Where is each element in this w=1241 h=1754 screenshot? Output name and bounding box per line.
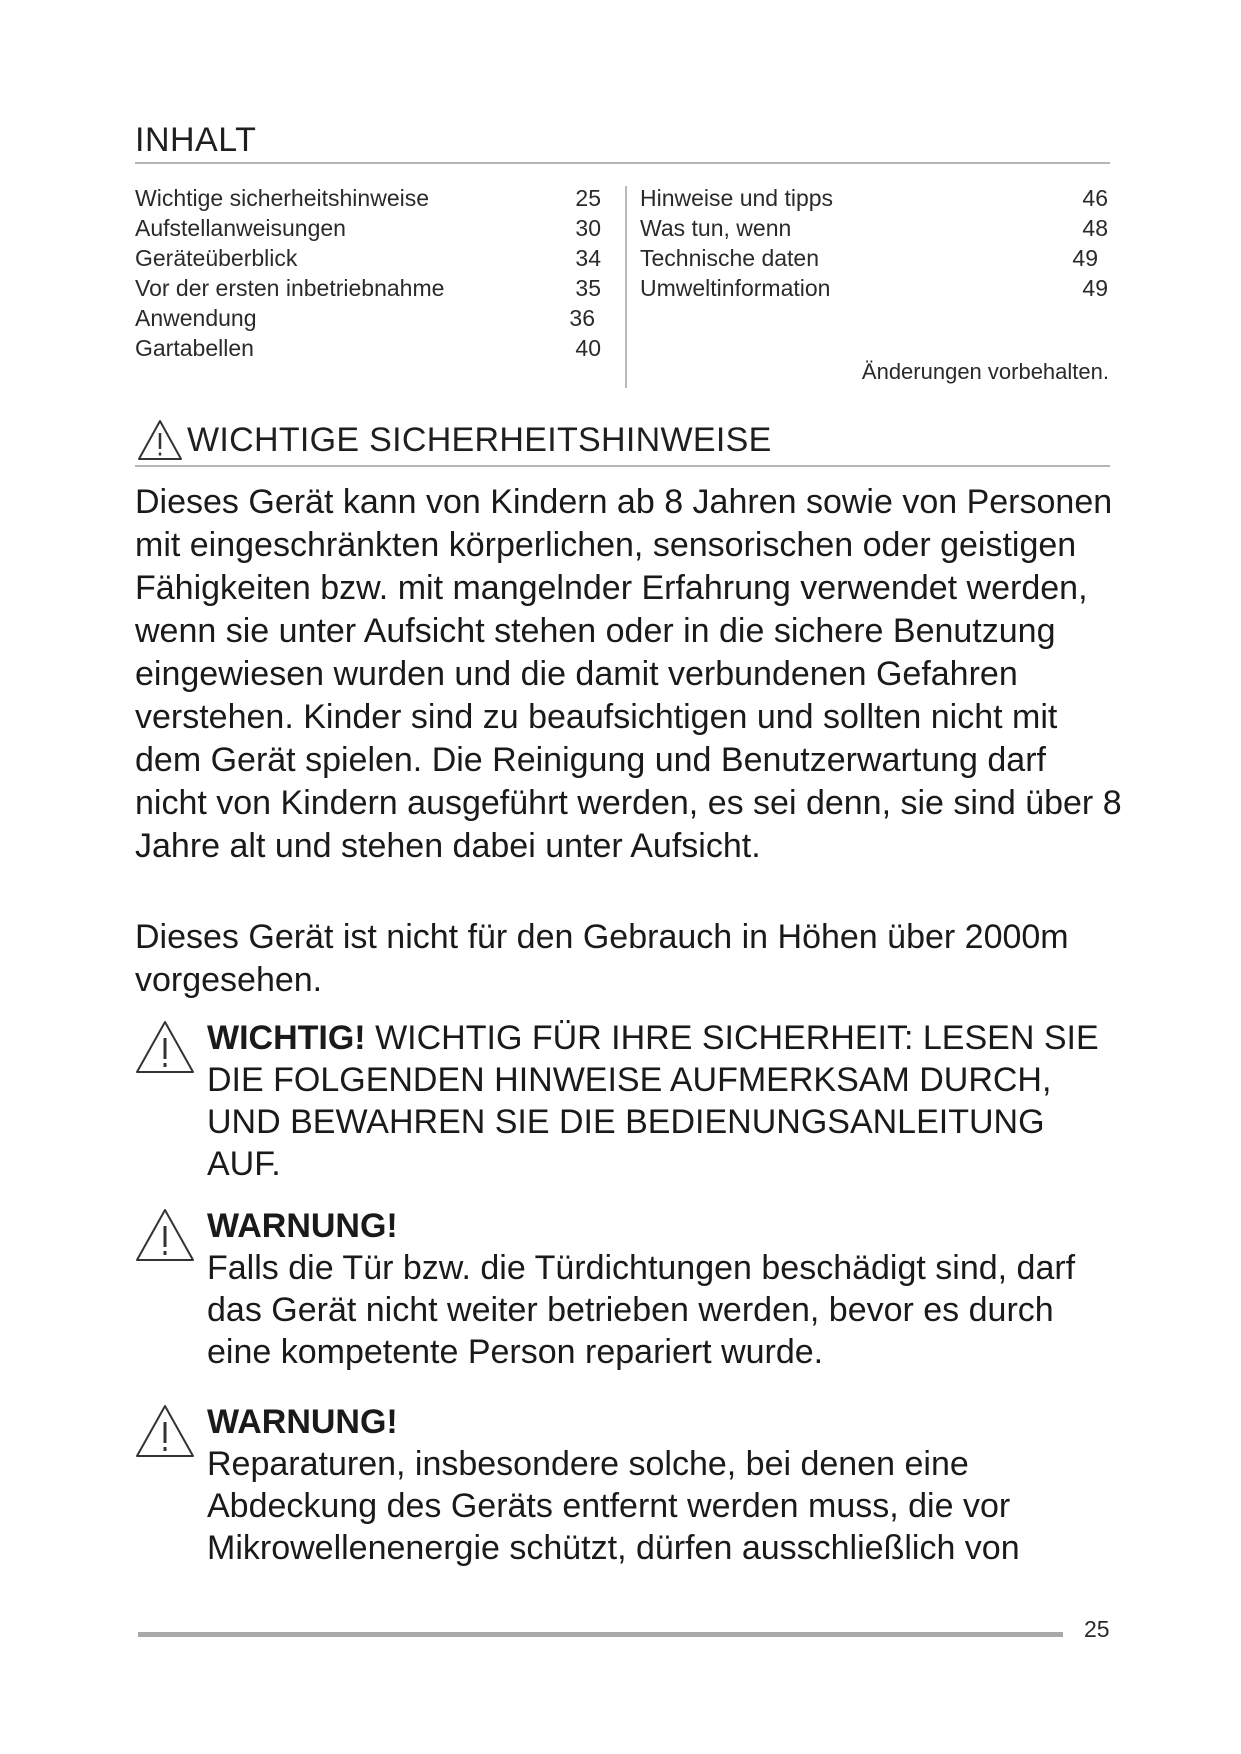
toc-entry-page: 34 (575, 245, 601, 271)
toc-entry-label: Was tun, wenn (640, 215, 792, 241)
toc-entry[interactable] (640, 213, 1108, 243)
toc-entry[interactable] (640, 243, 1108, 273)
toc-entry-label: Gartabellen (135, 335, 254, 361)
toc-column-left (135, 183, 601, 363)
safety-paragraph: Dieses Gerät kann von Kindern ab 8 Jahren sowie von Personen mit eingeschränkten körperlichen, sensorischen oder geistigen Fähigkeiten bzw. mit mangelnder Erfahrung verwendet werden, wenn sie unter Aufsicht stehen oder in die sichere Benutzung eingewiesen wurden und die damit verbundenen Gefahren verstehen. Kinder sind zu beaufsichtigen und sollten nicht mit dem Gerät spielen. Die Reinigung und Benutzerwartung darf nicht von Kindern ausgeführt werden, es sei denn, sie sind über 8 Jahre alt und stehen dabei unter Aufsicht. (135, 483, 1122, 865)
toc-entry-page: 49 (1072, 245, 1098, 271)
toc-entry-page: 40 (575, 335, 601, 361)
altitude-paragraph: Dieses Gerät ist nicht für den Gebrauch in Höhen über 2000m vorgesehen. (135, 918, 1069, 999)
notice-label: WICHTIG! (207, 1019, 366, 1057)
toc-entry-page: 49 (1082, 275, 1108, 301)
toc-entry-page: 36 (569, 305, 595, 331)
toc-entry-label: Vor der ersten inbetriebnahme (135, 275, 445, 301)
safety-section-title: WICHTIGE SICHERHEITSHINWEISE (187, 421, 772, 459)
warning-triangle-icon (137, 419, 183, 461)
toc-entry[interactable] (135, 273, 601, 303)
notice-text: Falls die Tür bzw. die Türdichtungen beschädigt sind, darf das Gerät nicht weiter betrieben werden, bevor es durch eine kompetente Person repariert wurde. (207, 1249, 1076, 1371)
toc-entry-page: 25 (575, 185, 601, 211)
notice-label: WARNUNG! (207, 1207, 398, 1245)
warning-triangle-icon (135, 1020, 195, 1074)
toc-entry-label: Geräteüberblick (135, 245, 298, 271)
toc-entry-label: Anwendung (135, 305, 257, 331)
toc-entry-label: Hinweise und tipps (640, 185, 834, 211)
toc-entry-page: 48 (1082, 215, 1108, 241)
notice-text: Reparaturen, insbesondere solche, bei denen eine Abdeckung des Geräts entfernt werden muss, die vor Mikrowellenenergie schützt, dürfen ausschließlich von (207, 1445, 1020, 1567)
toc-entry-page: 35 (575, 275, 601, 301)
toc-entry-label: Technische daten (640, 245, 820, 271)
notice-text: WICHTIG FÜR IHRE SICHERHEIT: LESEN SIE DIE FOLGENDEN HINWEISE AUFMERKSAM DURCH, UND BEWAHREN SIE DIE BEDIENUNGSANLEITUNG AUF. (207, 1019, 1099, 1183)
page-number: 25 (1084, 1616, 1110, 1642)
safety-section-heading (135, 417, 1110, 467)
toc-entry[interactable] (135, 213, 601, 243)
toc-entry-label: Wichtige sicherheitshinweise (135, 185, 430, 211)
toc-column-divider (625, 186, 627, 388)
toc-entry[interactable] (135, 243, 601, 273)
toc-entry-page: 30 (575, 215, 601, 241)
toc-title: INHALT (135, 120, 1110, 164)
toc-entry-label: Aufstellanweisungen (135, 215, 346, 241)
toc-entry[interactable] (135, 333, 601, 363)
toc-column-right (640, 183, 1108, 303)
toc-entry[interactable] (640, 183, 1108, 213)
toc-entry-page: 46 (1082, 185, 1108, 211)
toc-entry-label: Umweltinformation (640, 275, 831, 301)
toc-entry[interactable] (640, 273, 1108, 303)
toc-entry[interactable] (135, 183, 601, 213)
changes-reserved-note: Änderungen vorbehalten. (861, 359, 1109, 384)
warning-triangle-icon (135, 1404, 195, 1458)
notice-label: WARNUNG! (207, 1403, 398, 1441)
warning-triangle-icon (135, 1208, 195, 1262)
toc-entry[interactable] (135, 303, 601, 333)
footer-rule (138, 1632, 1063, 1637)
